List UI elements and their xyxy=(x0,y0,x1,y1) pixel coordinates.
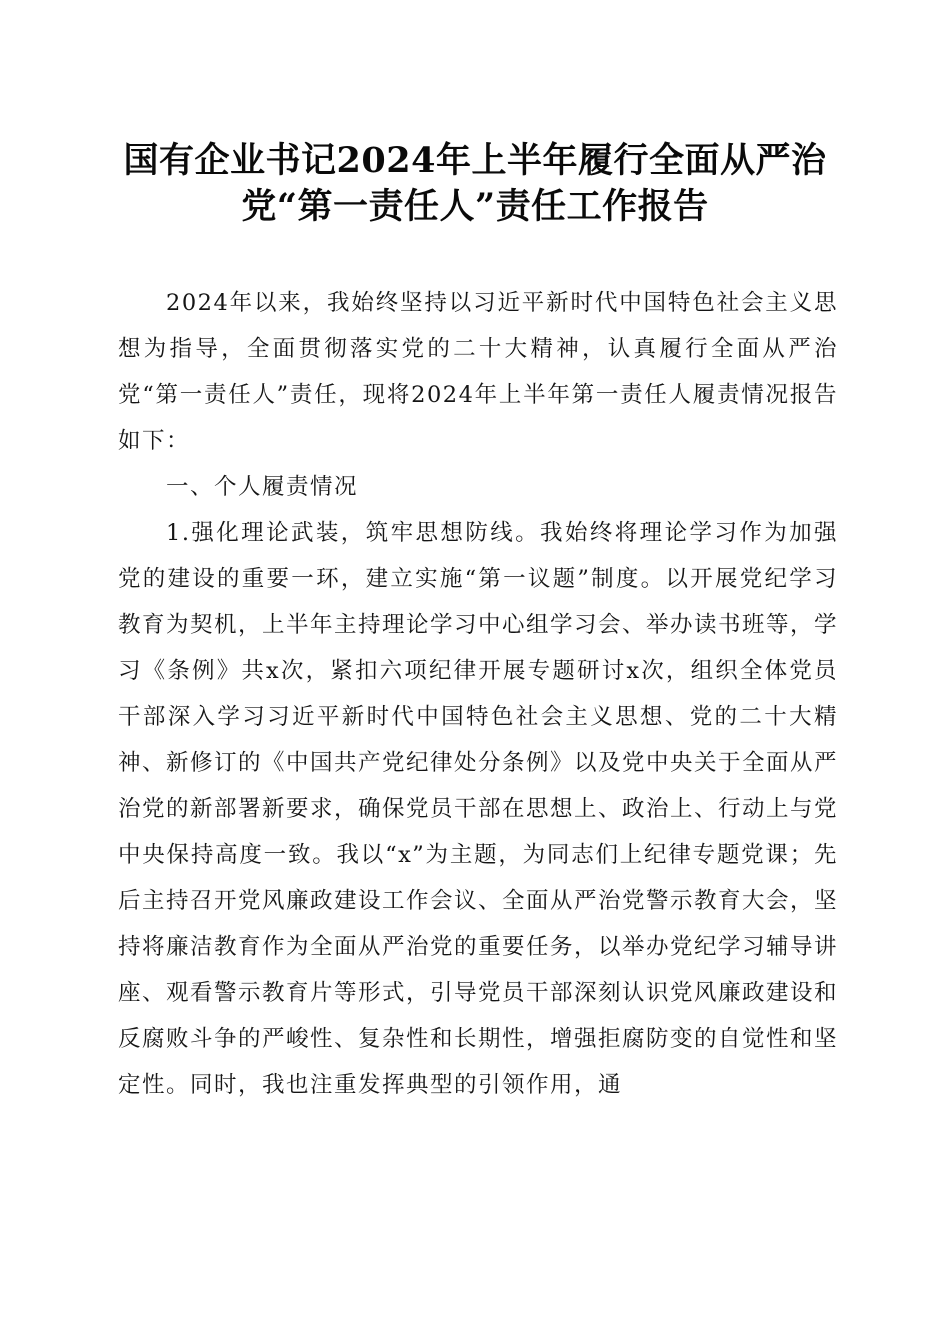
document-body xyxy=(118,280,838,1108)
title-line-1: 国有企业书记2024年上半年履行全面从严治 xyxy=(123,140,827,181)
intro-paragraph: 2024年以来，我始终坚持以习近平新时代中国特色社会主义思想为指导，全面贯彻落实党的二十大精神，认真履行全面从严治党“第一责任人”责任，现将2024年上半年第一责任人履责情况报告如下： xyxy=(118,290,838,454)
item-1-paragraph: 1.强化理论武装，筑牢思想防线。我始终将理论学习作为加强党的建设的重要一环，建立实施“第一议题”制度。以开展党纪学习教育为契机，上半年主持理论学习中心组学习会、举办读书班等，学习《条例》共x次，紧扣六项纪律开展专题研讨x次，组织全体党员干部深入学习习近平新时代中国特色社会主义思想、党的二十大精神、新修订的《中国共产党纪律处分条例》以及党中央关于全面从严治党的新部署新要求，确保党员干部在思想上、政治上、行动上与党中央保持高度一致。我以“x”为主题，为同志们上纪律专题党课；先后主持召开党风廉政建设工作会议、全面从严治党警示教育大会，坚持将廉洁教育作为全面从严治党的重要任务，以举办党纪学习辅导讲座、观看警示教育片等形式，引导党员干部深刻认识党风廉政建设和反腐败斗争的严峻性、复杂性和长期性，增强拒腐防变的自觉性和坚定性。同时，我也注重发挥典型的引领作用，通 xyxy=(118,520,839,1098)
title-line-2: 党“第一责任人”责任工作报告 xyxy=(241,186,709,227)
section-heading-1: 一、个人履责情况 xyxy=(166,474,359,500)
document-title xyxy=(90,138,860,230)
